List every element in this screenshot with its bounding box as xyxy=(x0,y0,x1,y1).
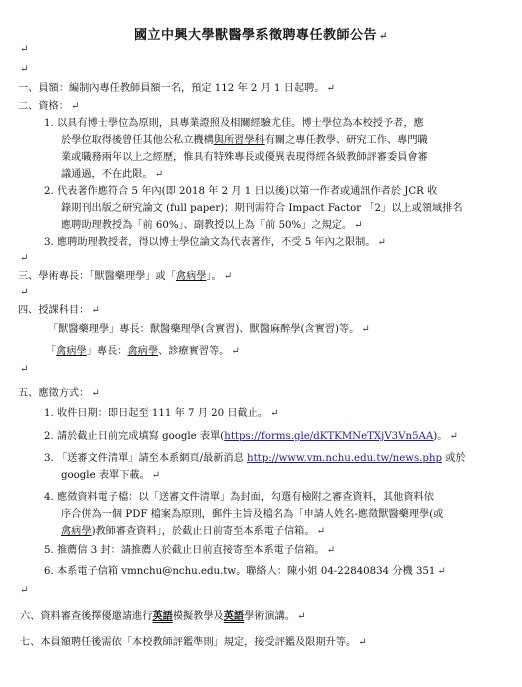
qualification-2-line: 2. 代表著作應符合 5 年內(即 2018 年 2 月 1 日以後)以第一作者或通訊作者於 JCR 收 xyxy=(44,186,438,197)
page-title: 國立中興大學獸醫學系徵聘專任教師公告 ↵ xyxy=(134,28,388,43)
department-news-link[interactable]: http://www.vm.nchu.edu.tw/news.php xyxy=(247,453,443,464)
qualification-3: 3. 應聘助理教授者，得以博士學位論文為代表著作，不受 5 年內之限制。 ↵ xyxy=(44,237,386,248)
application-4-files: 禽病學)教師審查資料」，於截止日前寄至本系電子信箱。 ↵ xyxy=(61,526,325,537)
course-avian-disease: 「禽病學」專長：禽病學、診療實習等。 ↵ xyxy=(46,346,240,357)
section-1-quota: 一、員額：編制內專任教師員額一名，預定 112 年 2 月 1 日起聘。 ↵ xyxy=(18,83,335,94)
google-form-link[interactable]: https://forms.gle/dKTKMNeTXjV3Vn5AA xyxy=(224,431,434,442)
paragraph-mark: ↵ xyxy=(20,253,29,264)
application-4-files: 4. 應徵資料電子檔：以「送審文件清單」為封面，勾選有檢附之審查資料，其他資料依 xyxy=(44,492,434,503)
paragraph-mark: ↵ xyxy=(20,364,29,375)
qualification-1-line: 於學位取得後曾任其他公私立機構與所習學科有關之專任教學、研究工作、專門職 xyxy=(61,135,428,146)
section-6-interview: 六、資料審查後擇優邀請進行英語模擬教學及英語學術演講。 ↵ xyxy=(20,610,306,622)
application-3-documents: google 表單下載。 ↵ xyxy=(61,470,161,481)
section-5-heading: 五、應徵方式： ↵ xyxy=(18,388,100,399)
qualification-2-line: 錄期刊出版之研究論文 (full paper)；期刊需符合 Impact Factor 「2」以上或領域排名 xyxy=(61,203,463,214)
course-pharmacology: 「獸醫藥理學」專長：獸醫藥理學(含實習)、獸醫麻醉學(含實習)等。 ↵ xyxy=(48,324,370,335)
application-3-documents: 3. 「送審文件清單」請至本系網頁/最新消息 http://www.vm.nchu.edu.tw/news.php 或於 xyxy=(44,453,466,464)
application-1-deadline: 1. 收件日期：即日起至 111 年 7 月 20 日截止。 ↵ xyxy=(44,408,279,419)
section-3-specialty: 三、學術專長：「獸醫藥理學」或「禽病學」。 ↵ xyxy=(18,271,233,282)
qualification-2-line: 應聘助理教授為「前 60%」、副教授以上為「前 50%」之規定。 ↵ xyxy=(61,220,363,231)
paragraph-mark: ↵ xyxy=(20,585,29,596)
section-7-evaluation: 七、本員額聘任後需依「本校教師評鑑準則」規定，接受評鑑及限期升等。 ↵ xyxy=(20,637,367,648)
paragraph-mark: ↵ xyxy=(20,64,29,75)
application-6-contact: 6. 本系電子信箱 vmnchu@nchu.edu.tw。聯絡人：陳小姐 04-22840834 分機 351 ↵ xyxy=(44,566,446,577)
qualification-1-line: 議通過，不在此限。 ↵ xyxy=(61,169,164,180)
paragraph-mark: ↵ xyxy=(20,287,29,298)
section-4-heading: 四、授課科目： ↵ xyxy=(18,305,100,316)
application-4-files: 序合併為一個 PDF 檔案為原則，郵件主旨及檔名為「申請人姓名-應徵獸醫藥理學(或 xyxy=(61,509,444,520)
paragraph-mark: ↵ xyxy=(20,44,29,55)
qualification-1-line: 1. 以具有博士學位為原則，具專業證照及相關經驗尤佳。博士學位為本校授予者，應 xyxy=(44,118,424,129)
section-2-heading: 二、資格： ↵ xyxy=(18,101,80,112)
application-5-letters: 5. 推薦信 3 封：請推薦人於截止日前直接寄至本系電子信箱。 ↵ xyxy=(44,545,335,556)
qualification-1-line: 業或職務兩年以上之經歷，惟具有特殊專長或優異表現得經各級教師評審委員會審 xyxy=(61,152,428,163)
application-2-form: 2. 請於截止日前完成填寫 google 表單(https://forms.gle/dKTKMNeTXjV3Vn5AA)。 ↵ xyxy=(44,431,458,442)
